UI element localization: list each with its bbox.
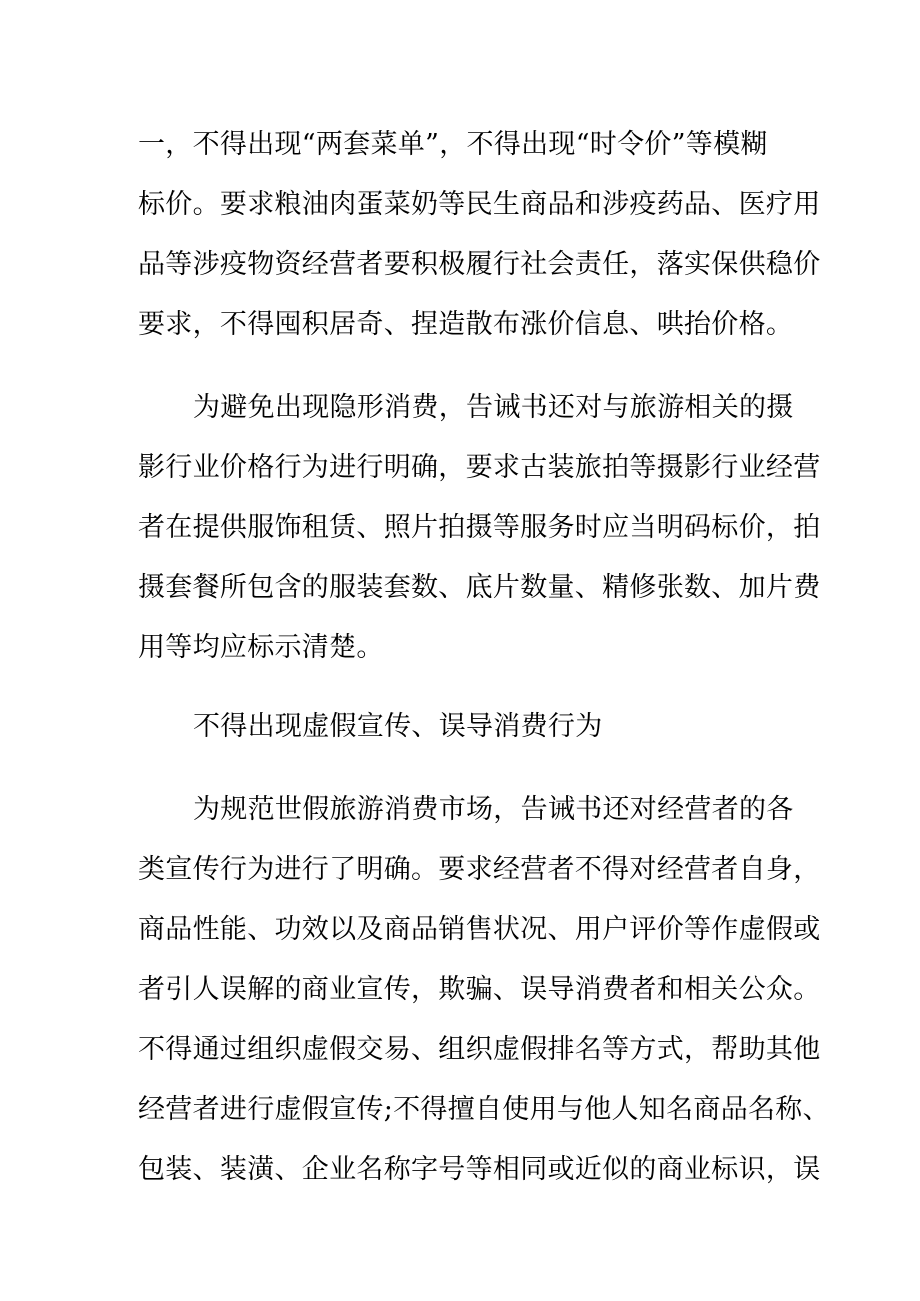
paragraph-2-line-4: 摄套餐所包含的服装套数、底片数量、精修张数、加片费 <box>138 572 821 603</box>
paragraph-2-line-3: 者在提供服饰租赁、照片拍摄等服务时应当明码标价，拍 <box>138 512 821 543</box>
paragraph-2-line-1: 为避免出现隐形消费，告诫书还对与旅游相关的摄 <box>193 392 794 423</box>
section-heading: 不得出现虚假宣传、误导消费行为 <box>193 711 603 742</box>
paragraph-3-line-3: 商品性能、功效以及商品销售状况、用户评价等作虚假或 <box>138 914 821 945</box>
paragraph-1-line-1: 一，不得出现“两套菜单”，不得出现“时令价”等模糊 <box>138 129 768 160</box>
paragraph-1-line-3: 品等涉疫物资经营者要积极履行社会责任，落实保供稳价 <box>138 249 821 280</box>
paragraph-2-line-5: 用等均应标示清楚。 <box>138 632 384 663</box>
paragraph-1-line-4: 要求，不得囤积居奇、捏造散布涨价信息、哄抬价格。 <box>138 309 794 340</box>
paragraph-3-line-6: 经营者进行虚假宣传;不得擅自使用与他人知名商品名称、 <box>138 1094 830 1125</box>
paragraph-3-line-7: 包装、装潢、企业名称字号等相同或近似的商业标识，误 <box>138 1154 821 1185</box>
paragraph-3-line-4: 者引人误解的商业宣传，欺骗、误导消费者和相关公众。 <box>138 974 821 1005</box>
paragraph-3-line-2: 类宣传行为进行了明确。要求经营者不得对经营者自身， <box>138 854 821 885</box>
paragraph-3-line-1: 为规范世假旅游消费市场，告诫书还对经营者的各 <box>193 794 794 825</box>
paragraph-3-line-5: 不得通过组织虚假交易、组织虚假排名等方式，帮助其他 <box>138 1034 821 1065</box>
paragraph-1-line-2: 标价。要求粮油肉蛋菜奶等民生商品和涉疫药品、医疗用 <box>138 189 821 220</box>
paragraph-2-line-2: 影行业价格行为进行明确，要求古装旅拍等摄影行业经营 <box>138 452 821 483</box>
